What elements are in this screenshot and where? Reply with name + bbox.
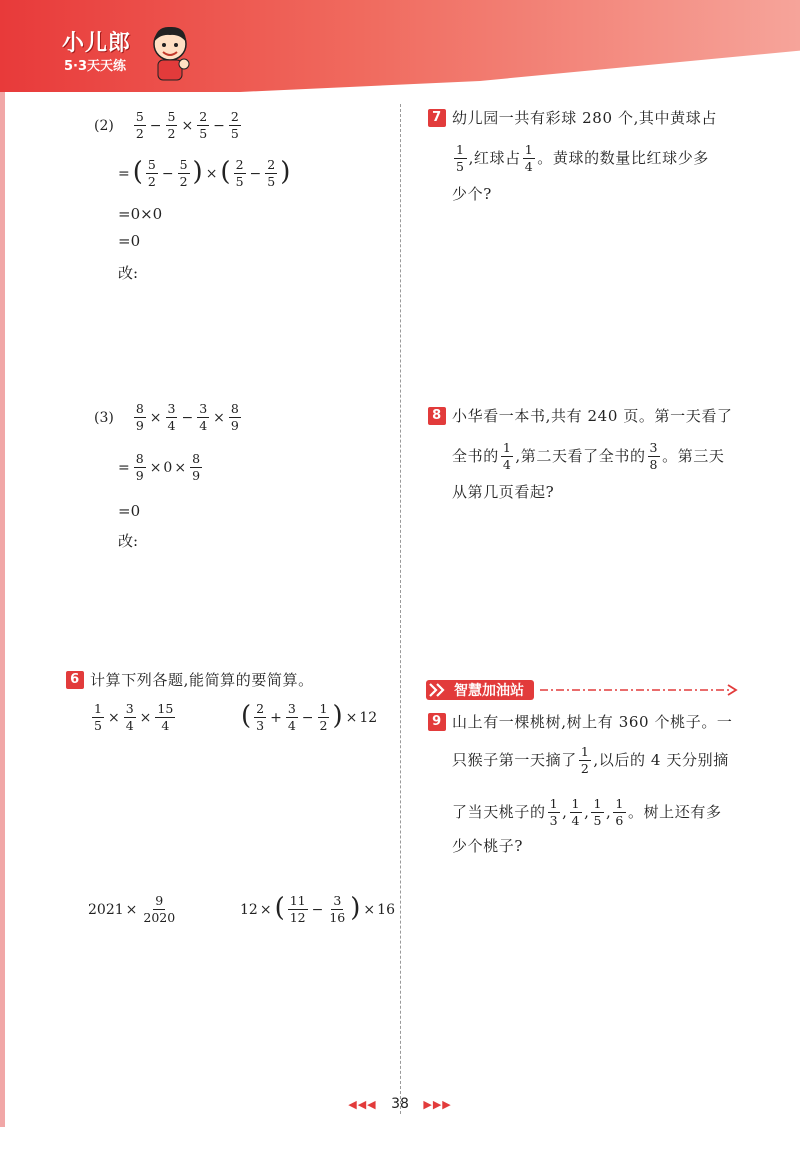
- p3-label: (3): [94, 409, 114, 426]
- question-7-line2: $\frac{1}{5}$ ,红球占 $\frac{1}{4}$ 。黄球的数量比红球少多: [456, 141, 709, 174]
- page-number: 38: [391, 1096, 409, 1112]
- left-arrows-icon: ◀◀◀: [348, 1098, 377, 1111]
- double-chevron-icon: [428, 682, 446, 698]
- q6-expression-a: $\frac{1}{5}$ × $\frac{3}{4}$ × $\frac{15}{4}$: [94, 701, 174, 733]
- brand-logo-text: 小儿郎: [62, 31, 132, 56]
- p2-expression: (2) $\frac{5}{2}$ − $\frac{5}{2}$ × $\frac{2}{5}$ − $\frac{2}{5}$: [94, 109, 239, 141]
- dash-arrow-line: [540, 682, 740, 698]
- question-9-line2: 只猴子第一天摘了 $\frac{1}{2}$ ,以后的 4 天分别摘: [452, 743, 729, 776]
- fraction: $\frac{2}{5}$: [235, 157, 244, 189]
- fraction: $\frac{5}{2}$: [167, 109, 176, 141]
- question-9-line1: 9 山上有一棵桃树,树上有 360 个桃子。一: [428, 712, 733, 732]
- fraction: $\frac{3}{16}$: [329, 893, 346, 925]
- fraction: $\frac{1}{4}$: [571, 795, 581, 828]
- fraction: $\frac{3}{4}$: [125, 701, 134, 733]
- fraction: $\frac{9}{2020}$: [143, 893, 176, 925]
- question-9-line4: 少个桃子?: [452, 837, 524, 855]
- fraction: $\frac{11}{12}$: [289, 893, 306, 925]
- fraction: $\frac{5}{2}$: [135, 109, 144, 141]
- fraction: $\frac{1}{5}$: [456, 141, 465, 174]
- p3-expression: (3) $\frac{8}{9}$ × $\frac{3}{4}$ − $\frac{3}{4}$ × $\frac{8}{9}$: [94, 401, 239, 433]
- question-6-number: 6: [66, 671, 84, 689]
- question-8-line1: 8 小华看一本书,共有 240 页。第一天看了: [428, 406, 733, 426]
- fraction: $\frac{3}{4}$: [167, 401, 176, 433]
- question-8-line3: 从第几页看起?: [452, 483, 555, 501]
- question-7-line3: 少个?: [452, 185, 492, 203]
- series-name: 5·3天天练: [64, 59, 127, 74]
- column-divider: [400, 104, 401, 1114]
- fraction: $\frac{1}{4}$: [502, 439, 512, 472]
- p3-correction-label: 改:: [118, 532, 139, 550]
- p3-step1: = $\frac{8}{9}$ × 0 × $\frac{8}{9}$: [118, 451, 201, 483]
- p2-correction-label: 改:: [118, 264, 139, 282]
- fraction: $\frac{3}{4}$: [199, 401, 208, 433]
- q6-expression-c: 2021 × $\frac{9}{2020}$: [88, 893, 176, 925]
- question-9-number: 9: [428, 713, 446, 731]
- fraction: $\frac{8}{9}$: [192, 451, 201, 483]
- fraction: $\frac{1}{2}$: [580, 743, 590, 776]
- question-6-prompt: 6 计算下列各题,能简算的要简算。: [66, 670, 314, 690]
- mascot-icon: [146, 22, 194, 84]
- fraction: $\frac{1}{6}$: [615, 795, 624, 828]
- fraction: $\frac{1}{2}$: [319, 701, 328, 733]
- fraction: $\frac{1}{3}$: [549, 795, 559, 828]
- p2-step2: =0×0: [118, 205, 163, 223]
- zone-banner: 智慧加油站: [426, 680, 534, 700]
- fraction: $\frac{5}{2}$: [147, 157, 156, 189]
- question-7-number: 7: [428, 109, 446, 127]
- fraction: $\frac{2}{5}$: [267, 157, 276, 189]
- fraction: $\frac{2}{5}$: [230, 109, 239, 141]
- right-arrows-icon: ▶▶▶: [423, 1098, 452, 1111]
- fraction: $\frac{15}{4}$: [157, 701, 174, 733]
- p3-step3: =0: [118, 502, 141, 520]
- p2-label: (2): [94, 117, 114, 134]
- p2-step1: = ( $\frac{5}{2}$ − $\frac{5}{2}$ ) × ( $\frac{2}{5}$ − $\frac{2}{5}$ ): [118, 156, 291, 189]
- fraction: $\frac{5}{2}$: [179, 157, 188, 189]
- fraction: $\frac{1}{5}$: [593, 795, 603, 828]
- question-8-line2: 全书的 $\frac{1}{4}$ ,第二天看了全书的 $\frac{3}{8}$ 。第三天: [452, 439, 725, 472]
- question-9-line3: 了当天桃子的 $\frac{1}{3}$ , $\frac{1}{4}$ , $\frac{1}{5}$ , $\frac{1}{6}$ 。树上还有多: [452, 795, 722, 828]
- fraction: $\frac{1}{5}$: [94, 701, 102, 733]
- fraction: $\frac{1}{4}$: [524, 141, 534, 174]
- p2-step3: =0: [118, 232, 141, 250]
- page-footer: [0, 1096, 800, 1112]
- fraction: $\frac{8}{9}$: [230, 401, 239, 433]
- q6-expression-b: ( $\frac{2}{3}$ + $\frac{3}{4}$ − $\frac{1}{2}$ ) × 12: [241, 700, 378, 733]
- fraction: $\frac{3}{4}$: [287, 701, 296, 733]
- fraction: $\frac{3}{8}$: [649, 439, 659, 472]
- side-accent-bar: [0, 92, 5, 1127]
- question-8-number: 8: [428, 407, 446, 425]
- fraction: $\frac{8}{9}$: [135, 401, 144, 433]
- fraction: $\frac{8}{9}$: [135, 451, 144, 483]
- question-7-line1: 7 幼儿园一共有彩球 280 个,其中黄球占: [428, 108, 717, 128]
- q6-expression-d: 12 × ( $\frac{11}{12}$ − $\frac{3}{16}$ ) × 16: [240, 892, 395, 925]
- fraction: $\frac{2}{5}$: [199, 109, 208, 141]
- fraction: $\frac{2}{3}$: [256, 701, 265, 733]
